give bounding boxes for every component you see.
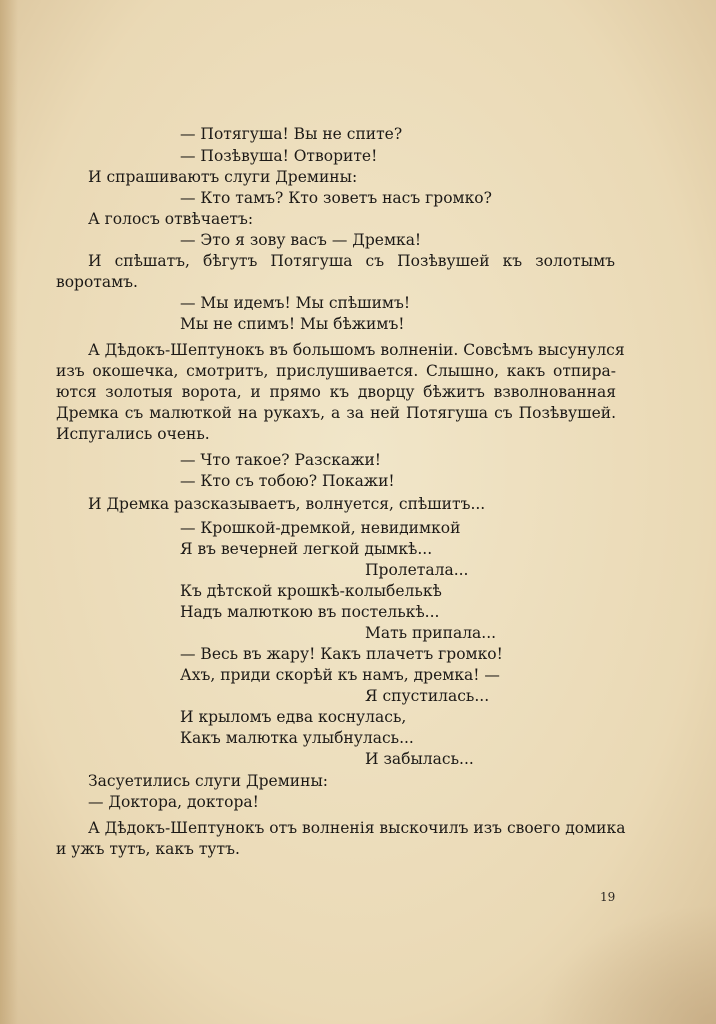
page-number: 19 (600, 890, 616, 904)
text-line: Надъ малюткою въ постелькѣ... (180, 603, 440, 621)
text-line: Испугались очень. (56, 425, 210, 443)
text-line: И крыломъ едва коснулась, (180, 708, 407, 726)
text-line: — Что такое? Разскажи! (180, 451, 382, 469)
text-line: Къ дѣтской крошкѣ-колыбелькѣ (180, 582, 442, 600)
text-line: И спѣшатъ, бѣгутъ Потягуша съ Позѣвушей къ золотымъ (88, 252, 615, 270)
text-line: Ахъ, приди скорѣй къ намъ, дремка! — (180, 666, 500, 684)
text-line: А Дѣдокъ-Шептунокъ въ большомъ волненіи. Совсѣмъ высунулся (88, 341, 625, 359)
text-line: ются золотыя ворота, и прямо къ дворцу бѣжитъ взволнованная (56, 383, 616, 401)
text-line: Мы не спимъ! Мы бѣжимъ! (180, 315, 405, 333)
text-line: Я въ вечерней легкой дымкѣ... (180, 540, 433, 558)
text-line: — Доктора, доктора! (88, 793, 259, 811)
text-line: воротамъ. (56, 273, 138, 291)
text-line: изъ окошечка, смотритъ, прислушивается. Слышно, какъ отпира- (56, 362, 616, 380)
text-line: А Дѣдокъ-Шептунокъ отъ волненія выскочилъ изъ своего домика (88, 819, 626, 837)
text-line: И спрашиваютъ слуги Дремины: (88, 168, 358, 186)
text-line: Мать припала... (365, 624, 497, 642)
text-line: — Позѣвуша! Отворите! (180, 147, 378, 165)
text-line: И Дремка разсказываетъ, волнуется, спѣшитъ... (88, 495, 486, 513)
text-line: И забылась... (365, 750, 474, 768)
text-line: — Потягуша! Вы не спите? (180, 125, 403, 143)
text-line: Дремка съ малюткой на рукахъ, а за ней Потягуша съ Позѣвушей. (56, 404, 616, 422)
text-line: и ужъ тутъ, какъ тутъ. (56, 840, 240, 858)
text-line: — Весь въ жару! Какъ плачетъ громко! (180, 645, 503, 663)
text-line: Я спустилась... (365, 687, 490, 705)
text-line: — Кто съ тобою? Покажи! (180, 472, 395, 490)
text-line: А голосъ отвѣчаетъ: (88, 210, 254, 228)
text-line: — Крошкой-дремкой, невидимкой (180, 519, 461, 537)
text-line: Какъ малютка улыбнулась... (180, 729, 414, 747)
text-line: Пролетала... (365, 561, 469, 579)
text-line: — Кто тамъ? Кто зоветъ насъ громко? (180, 189, 492, 207)
text-line: Засуетились слуги Дремины: (88, 772, 329, 790)
text-line: — Это я зову васъ — Дремка! (180, 231, 422, 249)
text-line: — Мы идемъ! Мы спѣшимъ! (180, 294, 411, 312)
